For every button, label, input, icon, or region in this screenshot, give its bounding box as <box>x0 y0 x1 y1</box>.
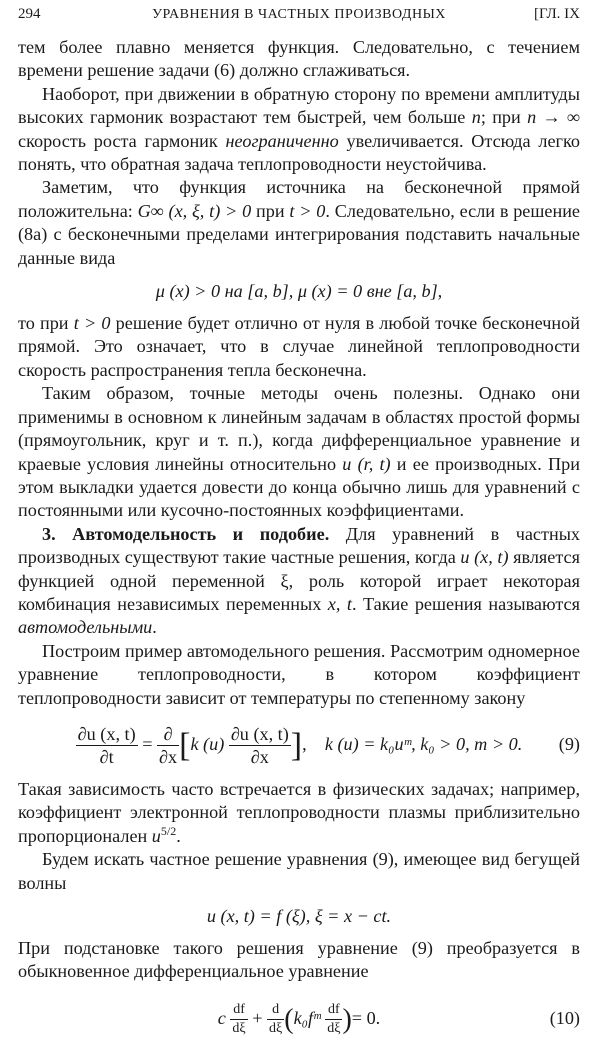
equation-10: c $\frac{df}{d\xi}$ + $\frac{d}{d\xi}$ (k₀fᵐ $\frac{df}{d\xi}$ )= 0. (10) <box>18 992 580 1044</box>
equation-number-9: (9) <box>558 733 580 754</box>
section-heading: 3. Автомодельность и подобие. <box>42 523 330 544</box>
paragraph-1: тем более плавно меняется функция. Следовательно, с течением времени решение задачи (6) должно сглаживаться. <box>18 37 580 81</box>
paragraph-5: Таким образом, точные методы очень полезны. Однако они применимы в основном к линейным задачам в областях простой формы (прямоугольник, круг и т. п.), когда дифференциальное уравнение и краевые условия линейны относительно u (r, t) и ее производных. При этом выкладки удается довести до конца обычно лишь для уравнений с постоянными или кусочно-постоянных коэффициентами. <box>18 383 581 521</box>
formula-initial-data: μ (x) > 0 на [a, b], μ (x) = 0 вне [a, b], <box>155 281 443 302</box>
paragraph-3: Заметим, что функция источника на бесконечной прямой положительна: G∞ (x, ξ, t) > 0 при t > 0. Следовательно, если в решение (8а) с бесконечными пределами интегрирования подставить начальные данные вида <box>18 177 580 268</box>
chapter-marker: [ГЛ. IX <box>533 6 580 22</box>
page-header <box>18 6 580 28</box>
paragraph-6: 3. Автомодельность и подобие. Для уравнений в частных производных существуют такие частные решения, когда u (x, t) является функцией одной переменной ξ, роль которой играет некоторая комбинация независимых переменных x, t. Такие решения называются автомодельными. <box>18 523 581 638</box>
paragraph-8: Такая зависимость часто встречается в физических задачах; например, коэффициент электронной теплопроводности плазмы приблизительно пропорционален $u^{5/2}$. <box>18 778 580 846</box>
paragraph-4: то при t > 0 решение будет отлично от нуля в любой точке бесконечной прямой. Это означает, что в случае линейной теплопроводности скорость распространения тепла бесконечна. <box>18 313 580 380</box>
formula-travelling-wave: u (x, t) = f (ξ), ξ = x − ct. <box>206 906 392 926</box>
equation-9: $\frac{\partial u (x, t)}{\partial t}$ = $\frac{\partial}{\partial x}$ [k (u) $\frac{\partial u (x, t)}{\partial x}$ ], k (u) = k₀uᵐ, k₀ > 0, m > 0. (9) <box>18 716 580 772</box>
paragraph-2: Наоборот, при движении в обратную сторону по времени амплитуды высоких гармоник возрастают тем быстрей, чем больше n; при n → ∞ скорость роста гармоник неограниченно увеличивается. Отсюда легко понять, что обратная задача теплопроводности неустойчива. <box>18 83 581 175</box>
running-title: УРАВНЕНИЯ В ЧАСТНЫХ ПРОИЗВОДНЫХ <box>152 7 446 22</box>
paragraph-10: При подстановке такого решения уравнение (9) преобразуется в обыкновенное дифференциальное уравнение <box>18 938 580 982</box>
paragraph-9: Будем искать частное решение уравнения (9), имеющее вид бегущей волны <box>18 849 580 893</box>
page-number: 294 <box>18 6 41 22</box>
equation-number-10: (10) <box>549 1007 580 1028</box>
page-body <box>18 36 580 1050</box>
paragraph-7: Построим пример автомодельного решения. Рассмотрим одномерное уравнение теплопроводности, в котором коэффициент теплопроводности зависит от температуры по степенному закону <box>18 640 580 708</box>
